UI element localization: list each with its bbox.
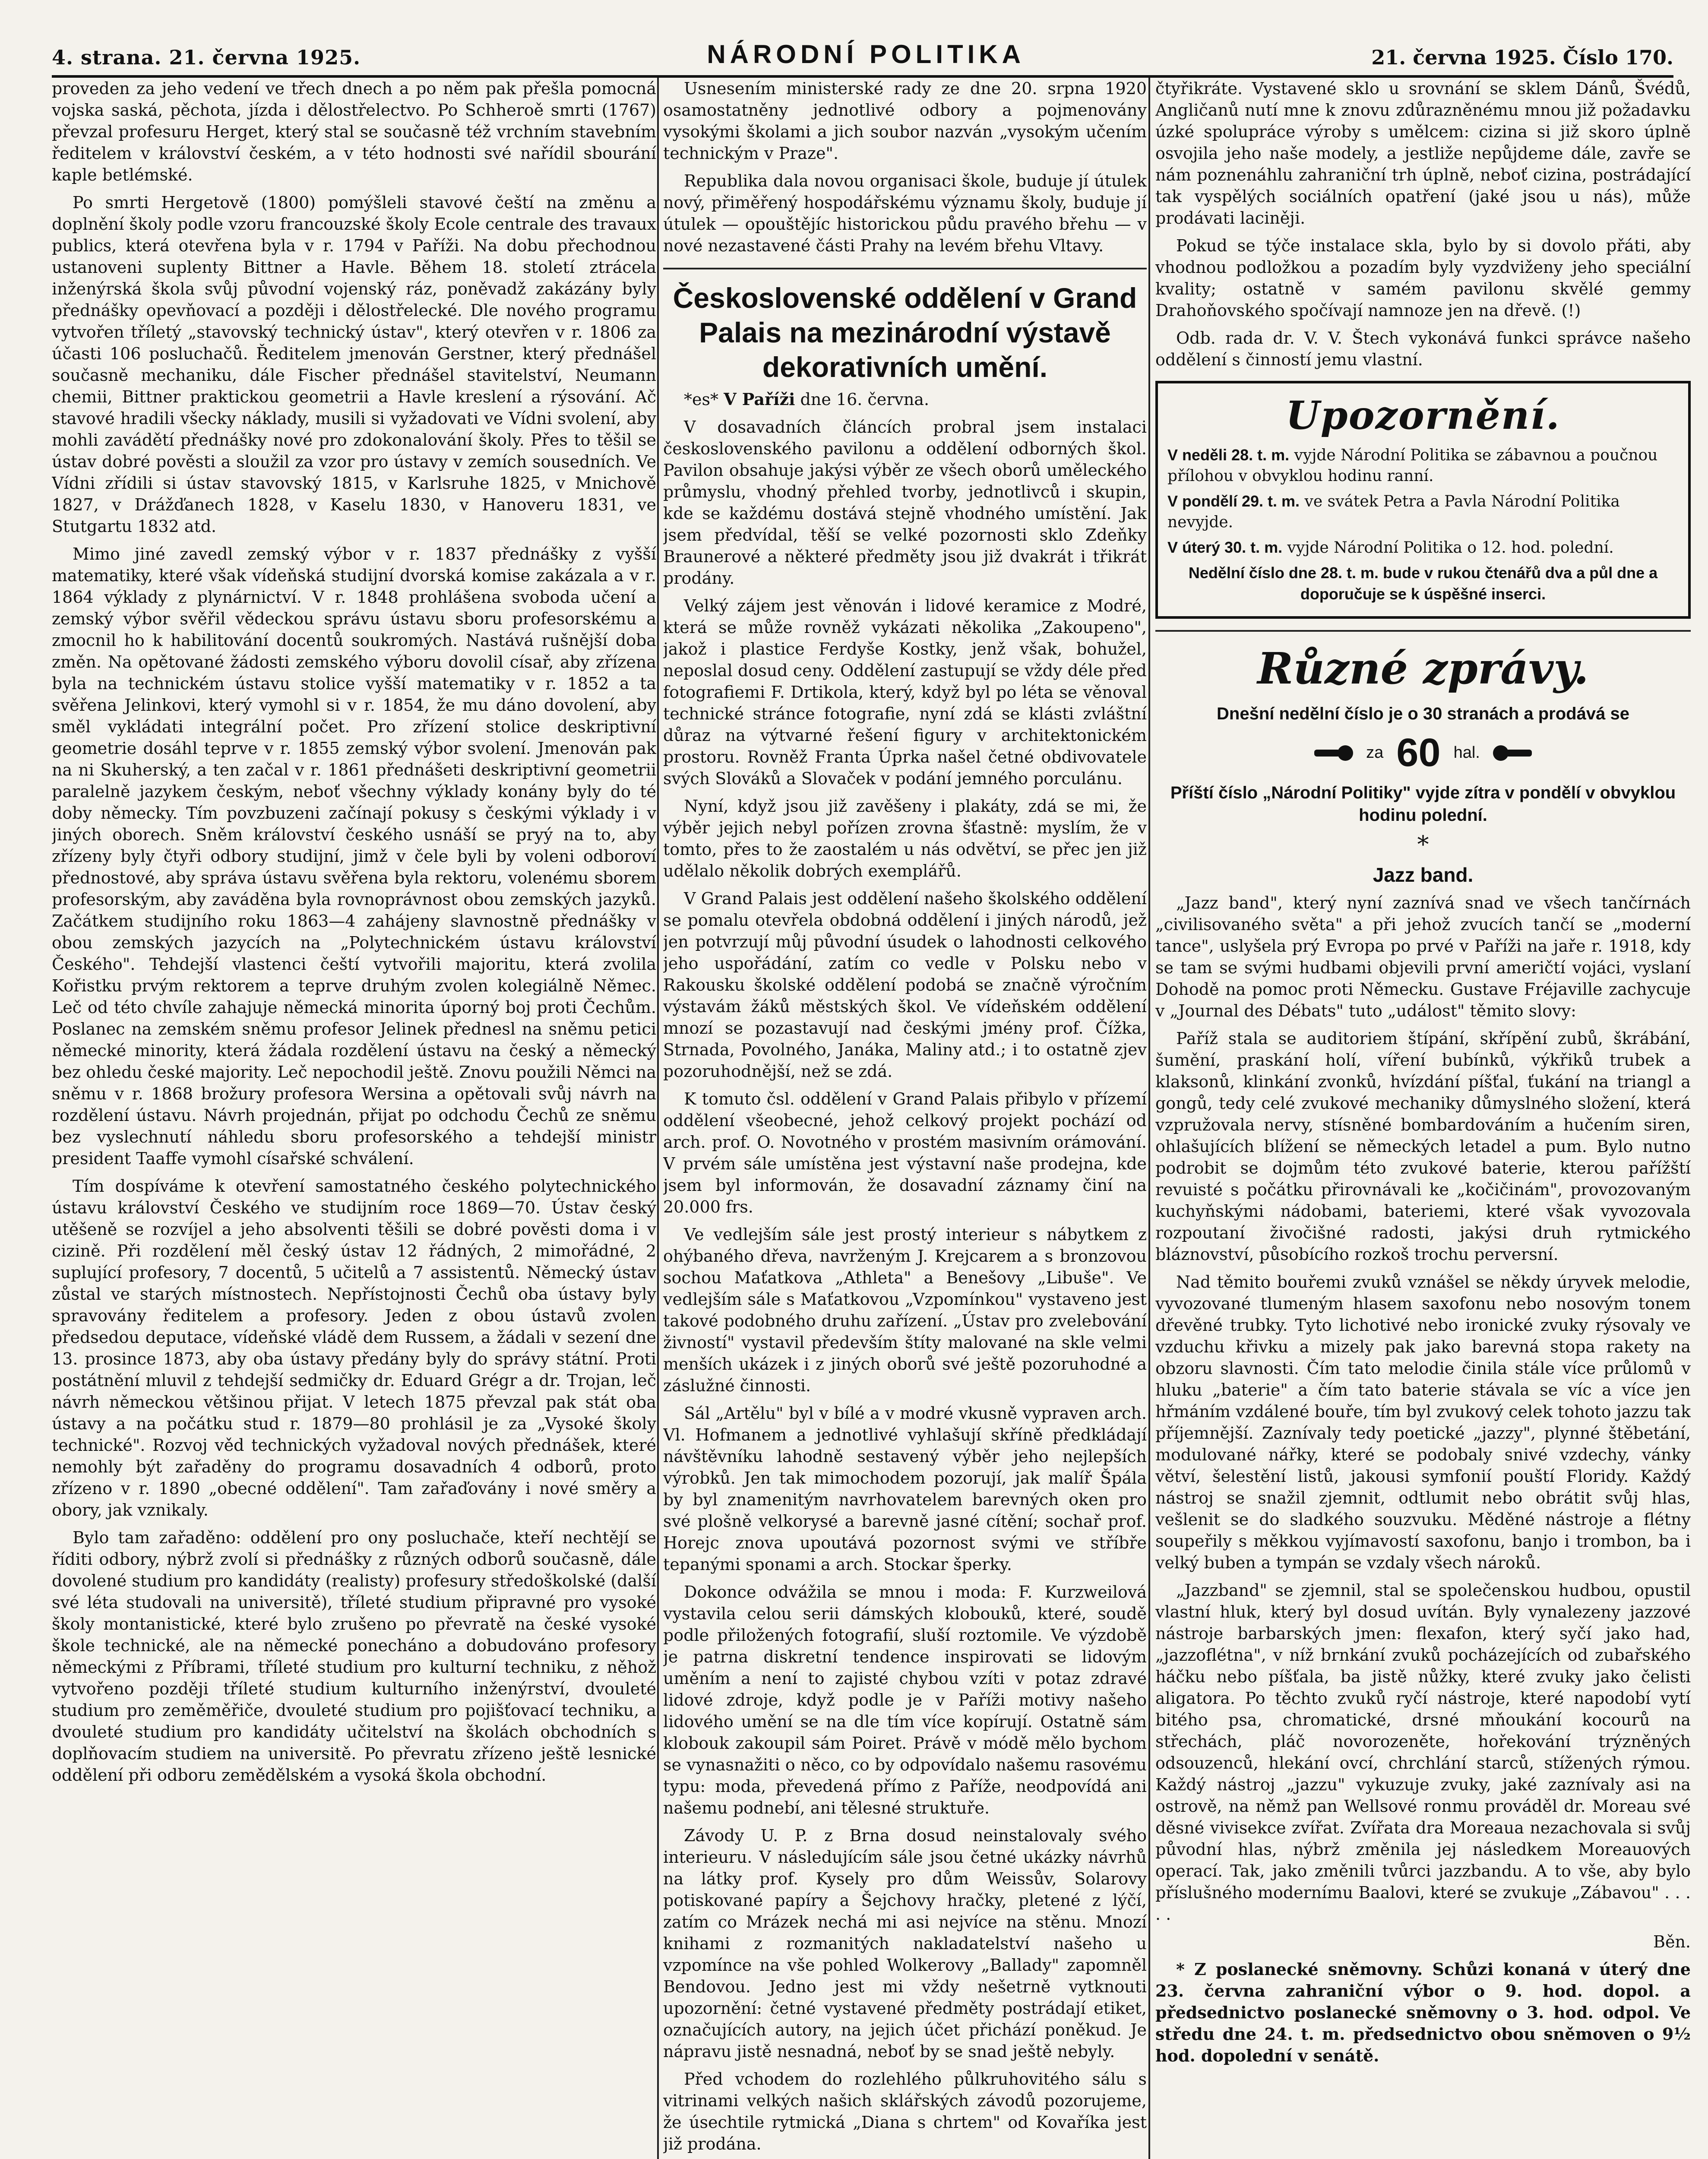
article-paragraph: „Jazzband" se zjemnil, stal se společenskou hudbou, opustil vlastní hluk, který byl dosud uvítán. Byly vynalezeny jazzové nástroje barbarských jmen: flexafon, který syčí jako had, „jazzoflétna", v níž brnkání zvuků pocházejících od zubařského háčku nebo píšťala, ba jistě nůžky, které zvuky jako čelisti aligatora. Po těchto zvuků ryčí nástroje, které napodobí vytí bitého psa, chromatické, drsné mňoukání kocourů na střechách, pláč novorozeněte, hořekování trýzněných odsouzenců, hlekání ovcí, chrchlání starců, stížených rýmou. Každý nástroj „jazzu" vykuzuje zvuky, jaké zaznívaly asi na ostrově, na němž pan Wellsové ronmu prováděl dr. Moreau své děsné vivisekce zvířat. Zvířata dra Moreaua nezachovala si svůj původní hlas, nýbrž změnila jej následkem Moreauových operací. Tak, jako změnili tvůrci jazzbandu. A to vše, aby bylo příslušného modernímu Baalovi, které se zvukuje „Zábavou" . . . . . xyxy=(1155,1581,1691,1924)
notice-line xyxy=(1167,491,1679,533)
article-paragraph: Velký zájem jest věnován i lidové keramice z Modré, která se může rovněž vykázati několika „Zakoupeno", jakož i plastice Ferdyše Kostky, jenž však, bohužel, neposlal dosud ceny. Oddělení zastupují se vždy déle před fotografiemi F. Drtikola, který, když byl po léta se věnoval technické stránce fotografie, nyní zdá se klásti zvláštní důraz na výtvarné řešení figury v architektonickém prostoru. Rovněž Franta Úprka našel četné obdivovatele svých Slováků a Slovaček v podání jemného porculánu. xyxy=(663,596,1147,788)
column-3 xyxy=(1155,78,1691,2159)
article-paragraph: Dokonce odvážila se mnou i moda: F. Kurzweilová vystavila celou serii dámských klobouků, které, soudě podle přiložených fotografií, sluší roztomile. Ve výzdobě je patrna diskretní tendence inspirovati se lidovým uměním a není to zajisté chybou vzíti v potaz zdravé lidové zdroje, když podle je v Paříži motivy našeho lidového umění se na dle tím více kopírují. Ostatně sám klobouk zakoupil sám Poiret. Právě v módě mělo bychom se vynasnažiti o něco, co by odpovídalo našemu rasovému typu: moda, převedená přímo z Paříže, neodpovídá ani našemu podnebí, ani tělesné struktuře. xyxy=(663,1583,1147,1817)
article-paragraph: V dosavadních článcích probral jsem instalaci československého pavilonu a oddělení odborných škol. Pavilon obsahuje jakýsi výběr ze všech oborů uměleckého průmyslu, vhodný přehled tvorby, jednotlivců i skupin, kde se každému dostává stejně vhodného umístění. Jak jsem předvídal, těší se velké pozornosti sklo Zdeňky Braunerové a některé předměty jsou již dvakrát i třikrát prodány. xyxy=(663,418,1147,588)
article-headline: Československé oddělení v Grand Palais na mezinárodní výstavě dekorativních umění. xyxy=(673,282,1137,383)
article-paragraph: Sál „Artělu" byl v bílé a v modré vkusně vypraven arch. Vl. Hofmanem a jednotlivé vyhlašují skříně předkládají návštěvníku lahodně sestavený výběr jeho nejlepších výrobků. Jen tak mimochodem pozorují, jak malíř Špála by byl znamenitým navrhovatelem barevných oken pro své plošně velkorysé a barevně jasné cítění; sochař prof. Horejc znova upoutává pozornost svými ve stříbře tepanými sponami a arch. Stockar šperky. xyxy=(663,1404,1147,1574)
header-left-date: 4. strana. 21. června 1925. xyxy=(52,46,361,69)
notice-title: Upozornění. xyxy=(1286,393,1560,438)
article-paragraph: Usnesením ministerské rady ze dne 20. srpna 1920 osamostatněny jednotlivé odbory a pojmenovány vysokými školami a jich soubor nazván „vysokým učením technickým v Praze". xyxy=(663,79,1147,163)
price-row xyxy=(1155,730,1691,776)
article-dateline xyxy=(663,389,1147,410)
article-paragraph: Ve vedlejším sále jest prostý interieur s nábytkem z ohýbaného dřeva, navrženým J. Krejcarem a s bronzovou sochou Maťatkova „Athleta" a Benešovy „Libuše". Ve vedlejším sále s Maťatkovou „Vzpomínkou" vystaveno jest takové podobného druhu zařízení. „Ústav pro zvelebování živností" vystavil především štíty malované na skle velmi menších ukázek i z jiných oborů své ještě pozoruhodné a záslužné činnosti. xyxy=(663,1225,1147,1395)
masthead xyxy=(52,17,1673,78)
article-subhead: Jazz band. xyxy=(1373,864,1474,886)
separator-star: * xyxy=(1417,831,1429,858)
article-paragraph: Před vchodem do rozlehlého půlkruhovitého sálu s vitrinami velkých našich sklářských závodů pozorujeme, že úsechtile rytmická „Diana s chrtem" od Kovaříka jest již prodána. xyxy=(663,2070,1147,2153)
author-signature: Běn. xyxy=(1653,1932,1691,1951)
article-paragraph: Mimo jiné zavedl zemský výbor v r. 1837 přednášky z vyšší matematiky, které však vídeňská studijní dvorská komise zakázala a v r. 1864 výklady z plynárnictví. V r. 1848 prohlášena svoboda učení a zemský výbor svěřil vědeckou správu ústavu sboru profesorskému a zmocnil ho k habilitování docentů soukromých. Nastává rušnější doba změn. Na opětované žádosti zemského výboru dovolil císař, aby zřízena byla na technickém ústavu stolice vyšší matematiky v r. 1852 a ta svěřena Jelinkovi, který vymohl si v r. 1854, že mu dáno dovolení, aby směl vykládati integrální počet. Pro zřízení stolice deskriptivní geometrie dosáhl teprve v r. 1855 zemský výbor svolení. Jmenován pak na ni Skuherský, a ten začal v r. 1861 přednášeti deskriptivní geometrii paralelně jazykem českým, neboť všechny výklady konány byly do té doby německy. Tím povzbuzeni začínají pokusy s českými výklady i v jiných oborech. Sněm království českého usnáší se pryý na to, aby zřízeny byly čtyři odbory studijní, jimž v čele byli by voleni odboroví přednostové, aby správa ústavu svěřena byla rektoru, volenému sborem profesorským, aby zaváděna byla rovnoprávnost obou zemských jazyků. Začátkem studijního roku 1863—4 zahájeny slavnostně přednášky v obou zemských jazycích na „Polytechnickém ústavu království Českého". Tehdejší vlastenci čeští vytvořili majoritu, která zvolila Kořistku prvým rektorem a teprve druhým zvolen kolegiálně Němec. Leč od této chvíle zahajuje německá minorita úporný boj proti Čechům. Poslanec na zemském sněmu profesor Jelinek přednesl na sněmu petici německé minority, která žádala rozdělení ústavu na český a německý bez ohledu české majority. Leč nepochodil ještě. Znovu použili Němci na sněmu v r. 1868 brožury profesora Wersina a opětovali svůj návrh na rozdělení ústavu. Návrh projednán, přijat po odchodu Čechů ze sněmu bez vyslechnutí náhledu sboru profesorského a tehdejší ministr president Taaffe vymohl císařské schválení. xyxy=(52,544,656,1168)
notice-line xyxy=(1167,445,1679,487)
notice-line-text: vyjde Národní Politika o 12. hod. polední. xyxy=(1282,539,1614,557)
article-paragraph: Nad těmito bouřemi zvuků vznášel se někdy úryvek melodie, vyvozované tlumeným hlasem saxofonu nebo nosovým tonem dřevěné trubky. Tyto lichotivé nebo ironické zvuky rýsovaly ve vzduchu křivku a mizely pak jako barevná stopa rakety na obzoru slavnosti. Čím tato melodie činila stále více průlomů v hluku „baterie" a čím tato baterie stávala se víc a více jen hřmáním vzdálené bouře, tím byl zvukový celek tohoto jazzu tak příjemnější. Zaznívaly tedy poetické „jazzy", plynné štěbetání, modulované nářky, které se podobaly snivé vzdechy, vánky větví, šelestění listů, jakousi symfonií pouští Floridy. Každý nástroj se snažil zjemnit, odtlumit nebo obrátit svůj hlas, vešlenit se do sladkého souzvuku. Měděné nástroje a flétny soupeřily s měkkou vyjímavostí saxofonu, banjo i trombon, ba i velký buben a tympán se vzdaly všech nároků. xyxy=(1155,1273,1691,1572)
notice-line-lead: V úterý 30. t. m. xyxy=(1167,538,1283,556)
notice-line xyxy=(1167,563,1679,605)
column-divider xyxy=(657,78,659,2159)
notice-box xyxy=(1155,381,1691,619)
pointing-hand-icon xyxy=(1493,745,1532,761)
pointing-hand-icon xyxy=(1314,745,1353,761)
dateline-city: V Paříži xyxy=(724,389,795,409)
notice-line xyxy=(1167,537,1679,558)
notice-page-count: Dnešní nedělní číslo je o 30 stranách a prodává se xyxy=(1217,704,1629,723)
article-paragraph: Bylo tam zařaděno: oddělení pro ony posluchače, kteří nechtějí se říditi odbory, nýbrž zvolí si přednášky z různých odborů současně, dále dovolené studium pro kandidáty (realisty) profesury středoškolské (další své léta studovali na universitě), tříleté studium připravné pro vysoké školy montanistické, které bylo zrušeno po převratě na české vysoké škole technické, ale na německé ponecháno a dobudováno profesory německými z Příbrami, tříleté studium pro kulturní techniku, z něhož vytvořeno později tříleté studium kulturního inženýrství, dvouleté studium pro zeměměřiče, dvouleté studium pro pojišťovací techniku, a dvouleté studium pro kandidáty učitelství na školách obchodních s doplňovacím studiem na universitě. Po převratu zřízeno ještě lesnické oddělení při odboru zemědělském a vysoká škola obchodní. xyxy=(52,1528,656,1785)
notice-next-issue: Příští číslo „Národní Politiky" vyjde zítra v pondělí v obvyklou hodinu polední. xyxy=(1170,783,1676,825)
notice-line-text: vyjde Národní Politika se zábavnou a poučnou přílohou v obvyklou hodinu ranní. xyxy=(1167,446,1658,485)
article-paragraph: V Grand Palais jest oddělení našeho školského oddělení se pomalu otevřela obdobná oddělení i jiných národů, jež jen potvrzují můj původní úsudek o lahodnosti celkového jeho uspořádání, zatím co vedle v Polsku nebo v Rakousku školské oddělení podobá se značně výročním výstavám žáků městských škol. Ve vídeňském oddělení mnozí se pozastavují nad českými jmény prof. Čížka, Strnada, Povolného, Janáka, Maliny atd.; i to ostatně zjev pozoruhodnější, než se zdá. xyxy=(663,889,1147,1081)
article-paragraph: Nyní, když jsou již zavěšeny i plakáty, zdá se mi, že výběr jejich nebyl pořízen zrovna šťastně: myslím, že v tomto, přes to že zaostalém u nás odvětví, se přec jen již udělalo několik dobrých exemplářů. xyxy=(663,797,1147,880)
notice-line-lead: Nedělní číslo dne 28. t. m. bude v rukou čtenářů dva a půl dne a doporučuje se k úspěšné inserci. xyxy=(1188,564,1658,603)
column-1 xyxy=(52,78,656,2159)
article-paragraph: Po smrti Hergetově (1800) pomýšleli stavové čeští na změnu a doplnění školy podle vzoru francouzské školy Ecole centrale des travaux publics, která otevřena byla v r. 1794 v Paříži. Na dobu přechodnou ustanoveni suplenty Bittner a Havle. Během 18. století ztrácela inženýrská škola svůj původní vojenský ráz, poněvadž zakázány byly přednášky opevňovací a později i dělostřelecké. Dle nového programu vytvořen tříletý „stavovský technický ústav", který otevřen v r. 1806 za účasti 106 posluchačů. Ředitelem jmenován Gerstner, který přednášel současně mechaniku, dále Fischer přednášel stavitelství, Neumann chemii, Bittner praktickou geometrii a Havle kreslení a rýsování. Ač stavové hradili všecky náklady, musili si vyžadovati ve Vídni svolení, aby mohli zavádětí přednášky nové pro zdokonalování školy. Přes to těšil se ústav dobré pověsti a sloužil za vzor pro ústavy v zemích sousedních. Ve Vídni zřídili si ústav stavovský 1815, v Karlsruhe 1825, v Mnichově 1827, v Drážďanech 1828, v Kaselu 1830, v Hanoveru 1831, ve Stutgartu 1832 atd. xyxy=(52,193,656,536)
article-paragraph: * Z poslanecké sněmovny. Schůzi konaná v úterý dne 23. června zahraniční výbor o 9. hod. dopol. a předsednictvo poslanecké sněmovny o 3. hod. odpol. Ve středu dne 24. t. m. předsednictvo obou sněmoven o 9½ hod. dopolední v senátě. xyxy=(1155,1960,1691,2065)
section-divider xyxy=(663,268,1147,269)
article-paragraph: Závody U. P. z Brna dosud neinstalovaly svého interieuru. V následujícím sále jsou četné ukázky návrhů na látky prof. Kysely pro dům Weissův, Solarovy potiskované papíry a Šejchovy hračky, pletené z lýčí, zatím co Mrázek nechá mi asi nejvíce na stěnu. Mnozí knihami z rozmanitých nakladatelství našeho u vzpomínce na vše pohled Wolkerovy „Ballady" zapomněl Bendovou. Jedno jest mi vždy nešetrně vytknouti upozornění: četné vystavené předměty postrádají etiket, označujících autory, na jejich účet přichází poněkud. Je nápravu jistě nesnadná, neboť by se snad ještě nebyly. xyxy=(663,1826,1147,2061)
notice-line-text: ve svátek Petra a Pavla Národní Politika nevyjde. xyxy=(1167,493,1620,531)
column-2 xyxy=(663,78,1147,2159)
dateline-prefix: *es* xyxy=(684,390,718,409)
article-paragraph: Pokud se týče instalace skla, bylo by si dovolo přáti, aby vhodnou podložkou a pozadím byly vyzdviženy jeho speciální kvality; ostatně v samém pavilonu skvělé gemmy Drahoňovského spočívají namnoze jen na dřevě. (!) xyxy=(1155,236,1691,320)
column-divider xyxy=(1148,78,1150,2159)
price-unit: hal. xyxy=(1453,744,1480,762)
dateline-date: dne 16. června. xyxy=(800,390,930,409)
header-right-issue: 21. června 1925. Číslo 170. xyxy=(1371,46,1673,69)
notice-line-lead: V pondělí 29. t. m. xyxy=(1167,492,1300,510)
article-paragraph: Paříž stala se auditoriem štípání, skřípění zubů, škrábání, šumění, praskání holí, víření bubínků, výkřiků trubek a klaksonů, klinkání zvonků, hvízdání píšťal, ťukání na triangl a gongů, tedy celé zvukové mechaniky důmyslného složení, která vzpružovala nervy, stísněné bombardováním a hučením siren, ohlašujících blížení se německých letadel a pum. Bylo nutno podrobit se dojmům této zvukové baterie, kterou pařížští revuisté s počátku přirovnávali ke „kočičinám", provozovaným kuchyňskými nádobami, bateriemi, které však vyvozovala rozpoutaní živočišné radosti, jakýsi druh rytmického bláznovství, působícího rozkoš trochu perversní. xyxy=(1155,1029,1691,1264)
newspaper-title: NÁRODNÍ POLITIKA xyxy=(707,40,1025,69)
price-prefix: za xyxy=(1366,744,1384,762)
section-title: Různé zprávy. xyxy=(1257,643,1589,694)
article-paragraph: Republika dala novou organisaci škole, buduje jí útulek nový, přiměřený hospodářskému významu školy, buduje jí útulek — opouštějíc historickou půdu pravého břehu — v nové nezastavené části Prahy na levém břehu Vltavy. xyxy=(663,171,1147,255)
notice-line-lead: V neděli 28. t. m. xyxy=(1167,446,1290,464)
article-paragraph: čtyřikráte. Vystavené sklo u srovnání se sklem Dánů, Švédů, Angličanů nutí mne k znovu zdůrazněnému mnou již požadavku úzké spolupráce výroby s umělcem: cizina si již skoro úplně osvojila jeho naše modely, a jestliže nepůjdeme dále, zavře se nám poznenáhlu zahraniční trh úplně, neboť cizina, postrádající tak vyspělých sociálních opatření (jaké jsou u nás), může prodávati laciněji. xyxy=(1155,79,1691,228)
article-paragraph: proveden za jeho vedení ve třech dnech a po něm pak přešla pomocná vojska saská, pěchota, jízda i dělostřelectvo. Po Schheroě smrti (1767) převzal profesuru Herget, který stal se současně též vrchním stavebním ředitelem v království českém, a v této hodnosti své nařídil sbourání kaple betlémské. xyxy=(52,79,656,184)
price-value: 60 xyxy=(1396,731,1441,775)
section-divider xyxy=(1155,630,1691,632)
article-paragraph: „Jazz band", který nyní zaznívá snad ve všech tančírnách „civilisovaného světa" a při jehož zvucích tančí se „moderní tance", uslyšela prý Evropa po prvé v Paříži na jaře r. 1918, kdy se tam se svými hudbami objevili první američtí vojáci, vyslaní Dohodě na pomoc proti Německu. Gustave Fréjaville zachycuje v „Journal des Débats" tuto „událost" těmito slovy: xyxy=(1155,893,1691,1020)
article-paragraph: Tím dospíváme k otevření samostatného českého polytechnického ústavu království Českého ve studijním roce 1869—70. Ústav český utěšeně se rozvíjel a jeho absolventi těšili se dobré pověsti doma i v cizině. Při rozdělení měl český ústav 12 řádných, 2 mimořádné, 2 suplující profesory, 7 docentů, 5 učitelů a 7 assistentů. Německý ústav zůstal ve starých místnostech. Nepřístojnosti Čechů oba ústavy byly spravovány ředitelem a profesory. Jeden z obou ústavů zvolen předsedou deputace, vídeňské vládě dem Russem, a žádali v sezení dne 13. prosince 1873, aby oba ústavy předány byly do správy státní. Proti postátnění mluvil z tehdejší sedmičky dr. Eduard Grégr a dr. Trojan, leč návrh německou většinou přijat. V letech 1875 převzal pak stát oba ústavy a na počátku stud r. 1879—80 prohlásil je za „Vysoké školy technické". Rozvoj věd technických vyžadoval nových přednášek, které nemohly být zařaděny do programu dosavadních 4 odborů, proto zřízeno v r. 1890 „obecné oddělení". Tam zařaďovány i nové směry a obory, jak vznikaly. xyxy=(52,1177,656,1520)
article-paragraph: K tomuto čsl. oddělení v Grand Palais přibylo v přízemí oddělení všeobecné, jehož celkový projekt pochází od arch. prof. O. Novotného v prostém masivním orámování. V prvém sále umístěna jest výstavní naše prodejna, kde jsem byl informován, že dosavadní záznamy činí na 20.000 frs. xyxy=(663,1089,1147,1216)
article-paragraph: Odb. rada dr. V. V. Štech vykonává funkci správce našeho oddělení s činností jemu vlastní. xyxy=(1155,329,1691,369)
